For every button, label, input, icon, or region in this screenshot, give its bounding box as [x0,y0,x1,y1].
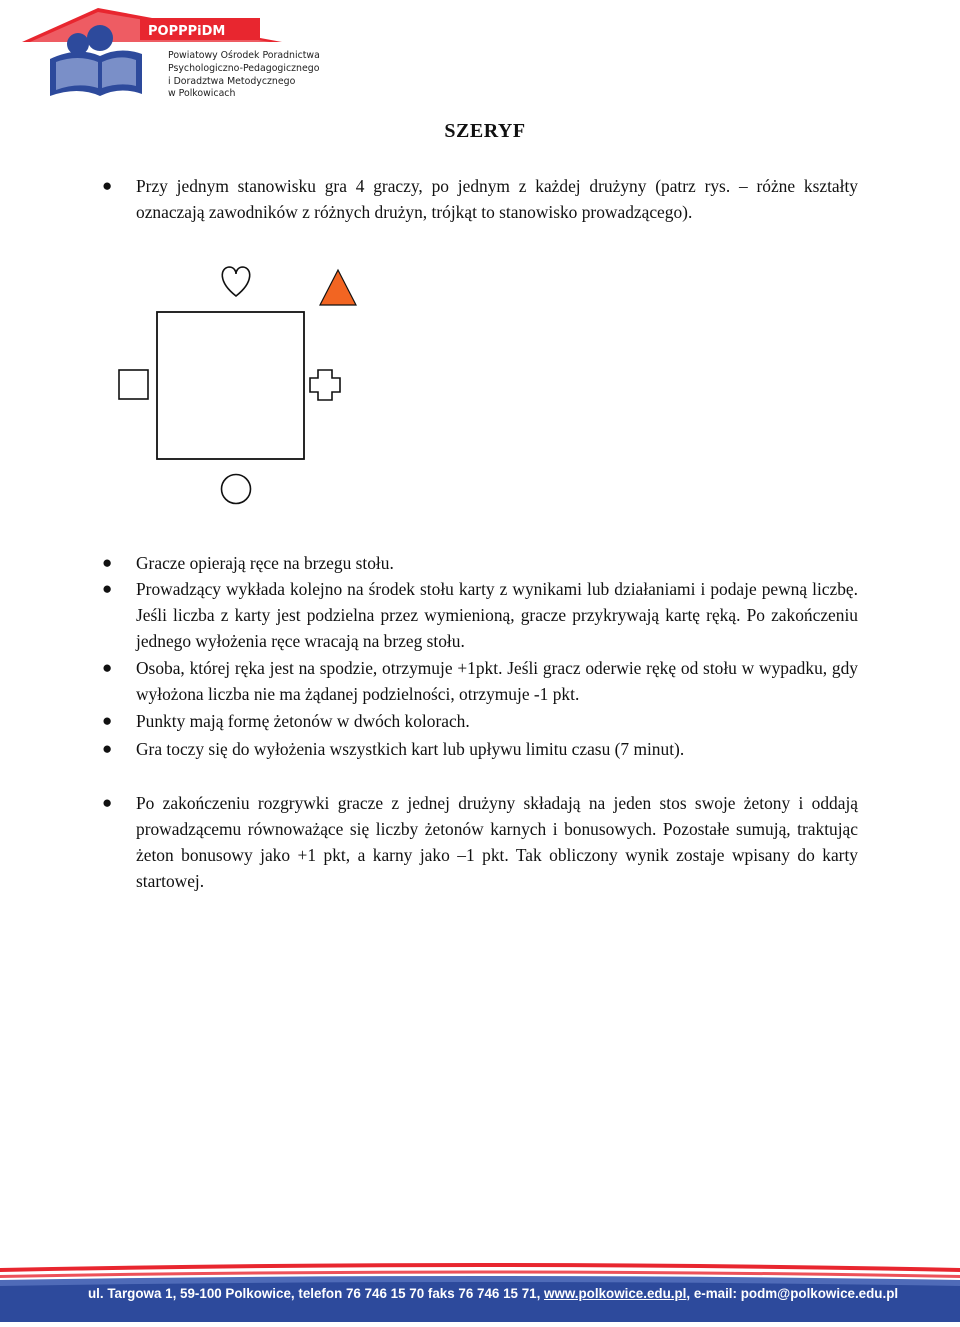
footer-email-prefix: , e-mail: [686,1286,741,1301]
footer-address: ul. Targowa 1, 59-100 Polkowice, telefon 76 746 15 70 faks 76 746 15 71, [88,1286,545,1301]
bullet-icon: ● [102,711,113,730]
bullet-icon: ● [102,579,113,598]
list-item [102,790,858,894]
bullet-icon: ● [102,658,113,677]
list-item-text: Gracze opierają ręce na brzegu stołu. [136,553,394,573]
bullet-icon: ● [102,793,113,812]
logo-line: Powiatowy Ośrodek Poradnictwa [168,50,320,61]
circle-icon [222,475,251,504]
heart-icon [222,267,249,296]
list-item [102,736,858,762]
list-item [102,173,858,225]
bullet-icon: ● [102,176,113,195]
email-link[interactable]: podm@polkowice.edu.pl [740,1286,899,1301]
bullet-icon: ● [102,739,113,758]
list-item [102,576,858,654]
list-item-text: Prowadzący wykłada kolejno na środek stołu karty z wynikami lub działaniami i podaje pewną liczbę. Jeśli liczba z karty jest podzielna przez wymienioną, gracze przykrywają kartę ręką. Po zakończeniu jednego wyłożenia ręce wracają na brzeg stołu. [136,579,858,651]
footer-contact [88,1286,948,1301]
list-item-text: Osoba, której ręka jest na spodzie, otrzymuje +1pkt. Jeśli gracz oderwie rękę od stołu w wypadku, gdy wyłożona liczba nie ma żądanej podzielności, otrzymuje -1 pkt. [136,658,858,704]
table [157,312,304,459]
square-icon [119,370,148,399]
list-item [102,550,858,576]
list-item-text: Gra toczy się do wyłożenia wszystkich kart lub upływu limitu czasu (7 minut). [136,739,685,759]
diagram-svg [110,258,370,510]
logo [20,4,320,104]
website-link[interactable]: www.polkowice.edu.pl [544,1286,687,1301]
table-diagram [110,258,370,510]
list-item-text: Przy jednym stanowisku gra 4 graczy, po jednym z każdej drużyny (patrz rys. – różne kształty oznaczają zawodników z różnych drużyn, trójkąt to stanowisko prowadzącego). [136,176,858,222]
logo-line: Psychologiczno-Pedagogicznego [168,62,320,74]
page-title: SZERYF [444,120,526,142]
logo-line: w Polkowicach [168,88,236,100]
triangle-icon [320,270,356,305]
list-item-text: Punkty mają formę żetonów w dwóch kolorach. [136,711,470,731]
list-item [102,655,858,707]
logo-text [168,50,320,101]
list-item [102,708,858,734]
cross-icon [310,370,340,400]
svg-text:POPPPiDM: POPPPiDM [148,24,226,39]
logo-line: i Doradztwa Metodycznego [168,75,296,87]
bullet-icon: ● [102,553,113,572]
list-item-text: Po zakończeniu rozgrywki gracze z jednej drużyny składają na jeden stos swoje żetony i oddają prowadzącemu równoważące się liczby żetonów karnych i bonusowych. Pozostałe sumują, traktując żeton bonusowy jako +1 pkt, a karny jako –1 pkt. Tak obliczony wynik zostaje wpisany do karty startowej. [136,793,858,891]
